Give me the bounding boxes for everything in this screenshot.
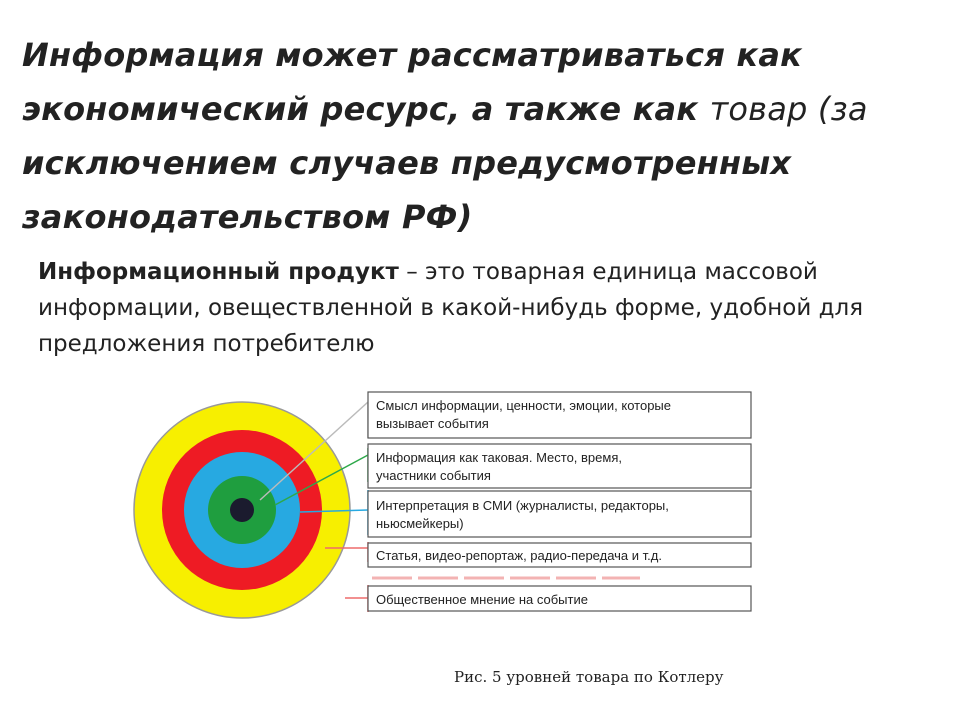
ring-core	[230, 498, 254, 522]
label-box-2	[368, 444, 751, 488]
label-box-1	[368, 392, 751, 438]
title-light-part: товар (за	[709, 90, 868, 128]
label-box-5	[368, 586, 751, 611]
label-2-line-1: Информация как таковая. Место, время,	[376, 450, 622, 465]
figure-caption: Рис. 5 уровней товара по Котлеру	[454, 668, 724, 686]
label-box-3	[368, 491, 751, 537]
label-5-text: Общественное мнение на событие	[376, 592, 588, 607]
title-bold-part: Информация может рассматриваться как экономический ресурс, а также как	[22, 36, 803, 128]
label-box-4	[368, 543, 751, 567]
label-2-line-2: участники события	[376, 468, 491, 483]
label-1-line-1: Смысл информации, ценности, эмоции, которые	[376, 398, 671, 413]
definition-text: – это товарная единица массовой информации, овеществленной в какой-нибудь форме, удобной для предложения потребителю	[38, 259, 864, 357]
label-1-line-2: вызывает события	[376, 416, 489, 431]
label-4-text: Статья, видео-репортаж, радио-передача и т.д.	[376, 548, 662, 563]
label-3-line-2: ньюсмейкеры)	[376, 516, 464, 531]
definition-term: Информационный продукт	[38, 259, 399, 285]
label-3-line-1: Интерпретация в СМИ (журналисты, редакторы,	[376, 498, 669, 513]
title-bold-tail: исключением случаев предусмотренных законодательством РФ)	[22, 144, 792, 236]
